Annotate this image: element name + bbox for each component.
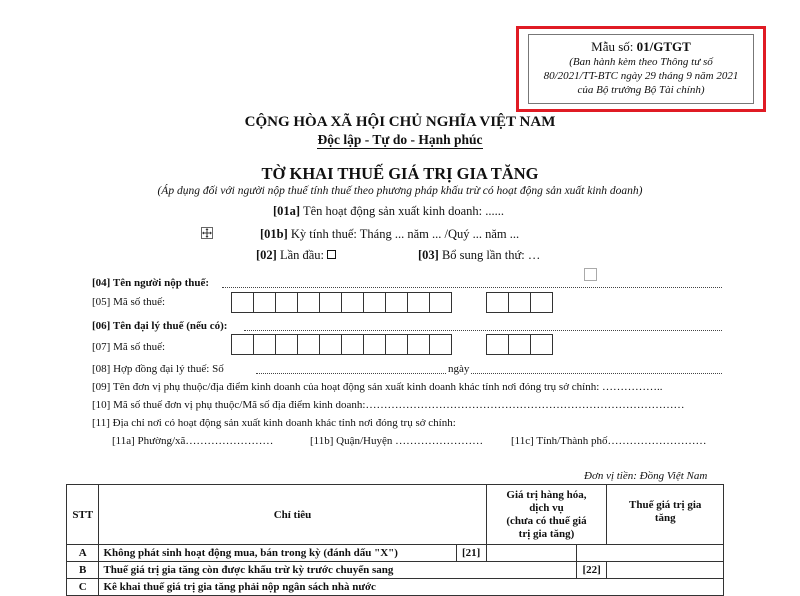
- field-07: [07] Mã số thuế:: [92, 341, 166, 353]
- field-02-code: [02]: [256, 248, 277, 262]
- field-11c: [11c] Tỉnh/Thành phố………………………: [511, 435, 707, 447]
- field-08-date: ngày: [448, 363, 470, 375]
- first-time-checkbox[interactable]: [327, 250, 336, 259]
- currency-note: Đơn vị tiền: Đồng Việt Nam: [584, 470, 708, 482]
- field-04: [92, 277, 209, 289]
- field-08-date-line: [471, 373, 722, 374]
- field-02-text: Lần đầu:: [279, 248, 325, 262]
- form-code: 01/GTGT: [636, 39, 691, 54]
- field-06: [92, 320, 227, 332]
- header-value-line-3: (chưa có thuế giá: [506, 514, 587, 527]
- row-b-stt: B: [67, 562, 99, 579]
- nation-name: CỘNG HÒA XÃ HỘI CHỦ NGHĨA VIỆT NAM: [244, 114, 556, 130]
- header-tax-line-2: tăng: [654, 512, 676, 524]
- row-c-text: Kê khai thuế giá trị gia tăng phải nộp ngân sách nhà nước: [99, 579, 724, 596]
- header-criteria: Chỉ tiêu: [99, 485, 486, 545]
- row-b-code: [22]: [576, 562, 607, 579]
- move-handle-icon[interactable]: [201, 227, 213, 239]
- document-title: TỜ KHAI THUẾ GIÁ TRỊ GIA TĂNG: [261, 164, 539, 183]
- field-09: [09] Tên đơn vị phụ thuộc/địa điểm kinh doanh của hoạt động sản xuất kinh doanh khác tỉnh nơi đóng trụ sở chính: ……………..: [92, 381, 663, 393]
- tax-code-branch-cells[interactable]: [487, 292, 553, 313]
- field-03: [418, 248, 540, 263]
- header-value-line-1: Giá trị hàng hóa,: [506, 488, 587, 501]
- field-01b-text: Kỳ tính thuế: Tháng ... năm ... /Quý ... năm ...: [290, 227, 520, 241]
- field-03-code: [03]: [418, 248, 439, 262]
- nation-motto: Độc lập - Tự do - Hạnh phúc: [317, 132, 483, 147]
- field-01a: [273, 204, 504, 219]
- row-a-stt: A: [67, 545, 99, 562]
- field-06-line: [244, 330, 722, 331]
- header-value-line-4: trị gia tăng): [518, 527, 575, 540]
- table-row: [67, 562, 724, 579]
- table-header-row: [67, 485, 724, 545]
- tax-code-cells[interactable]: [232, 292, 452, 313]
- field-10: [10] Mã số thuế đơn vị phụ thuộc/Mã số địa điểm kinh doanh:……………………………………………………………………………: [92, 399, 685, 411]
- table-row: [67, 579, 724, 596]
- field-06-label: [06] Tên đại lý thuế (nếu có):: [92, 320, 228, 332]
- field-11b: [11b] Quận/Huyện ……………………: [310, 435, 484, 447]
- table-row: [67, 545, 724, 562]
- field-03-text: Bổ sung lần thứ: …: [441, 248, 541, 262]
- header-tax: [607, 485, 724, 545]
- field-04-label: [04] Tên người nộp thuế:: [92, 277, 210, 289]
- header-tax-line-1: Thuế giá trị gia: [629, 499, 702, 511]
- field-08-line: [256, 373, 446, 374]
- row-c-stt: C: [67, 579, 99, 596]
- field-01a-code: [01a]: [273, 204, 301, 218]
- document-subtitle: (Áp dụng đối với người nộp thuế tính thuế theo phương pháp khấu trừ có hoạt động sản xuất kinh doanh): [157, 185, 643, 197]
- field-08: [08] Hợp đồng đại lý thuế: Số: [92, 363, 224, 375]
- issued-line-3: của Bộ trưởng Bộ Tài chính): [577, 84, 705, 96]
- row-a-text: Không phát sinh hoạt động mua, bán trong kỳ (đánh dấu "X"): [99, 545, 456, 562]
- issued-line-1: (Ban hành kèm theo Thông tư số: [569, 56, 713, 68]
- declaration-table: [66, 484, 724, 596]
- row-a-code: [21]: [456, 545, 486, 562]
- field-01b: [260, 227, 519, 242]
- field-04-line: [222, 287, 722, 288]
- field-01a-text: Tên hoạt động sản xuất kinh doanh: ......: [302, 204, 504, 218]
- form-code-label: Mẫu số:: [591, 39, 634, 54]
- header-stt: STT: [67, 485, 99, 545]
- agent-tax-code-branch-cells[interactable]: [487, 334, 553, 355]
- header-value-line-2: dịch vụ: [529, 501, 564, 514]
- issued-line-2: 80/2021/TT-BTC ngày 29 tháng 9 năm 2021: [543, 70, 739, 82]
- field-11a: [11a] Phường/xã……………………: [112, 435, 274, 447]
- field-02: [256, 248, 336, 263]
- form-code-box: [528, 34, 754, 104]
- faded-checkbox: [584, 268, 597, 281]
- row-a-value-cell[interactable]: [486, 545, 576, 562]
- header-value: [486, 485, 607, 545]
- row-a-tax-cell: [576, 545, 723, 562]
- agent-tax-code-cells[interactable]: [232, 334, 452, 355]
- row-b-text: Thuế giá trị gia tăng còn được khấu trừ kỳ trước chuyển sang: [99, 562, 576, 579]
- row-b-tax-cell[interactable]: [607, 562, 724, 579]
- field-11: [11] Địa chỉ nơi có hoạt động sản xuất kinh doanh khác tỉnh nơi đóng trụ sở chính:: [92, 417, 456, 429]
- field-01b-code: [01b]: [260, 227, 288, 241]
- field-05: [05] Mã số thuế:: [92, 296, 166, 308]
